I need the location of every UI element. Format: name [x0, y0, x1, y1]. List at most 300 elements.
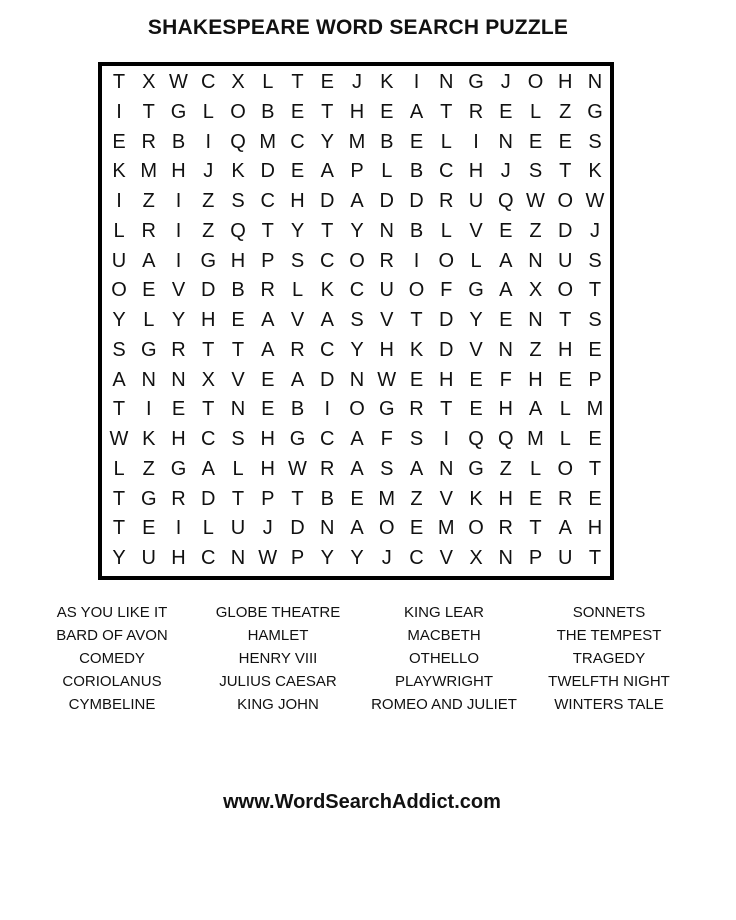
grid-letter[interactable]: R: [558, 487, 573, 510]
grid-letter[interactable]: D: [290, 517, 305, 540]
grid-letter[interactable]: I: [324, 398, 331, 421]
grid-letter[interactable]: A: [558, 517, 572, 540]
grid-letter[interactable]: T: [112, 487, 126, 510]
grid-letter[interactable]: C: [201, 428, 216, 450]
grid-letter[interactable]: Q: [468, 428, 484, 450]
grid-letter[interactable]: E: [409, 130, 424, 153]
grid-letter[interactable]: E: [320, 71, 334, 93]
grid-letter[interactable]: T: [440, 398, 453, 421]
grid-letter[interactable]: D: [260, 160, 275, 183]
grid-letter[interactable]: D: [379, 190, 394, 212]
grid-letter[interactable]: L: [262, 71, 274, 93]
grid-letter[interactable]: N: [141, 368, 156, 391]
grid-letter[interactable]: C: [409, 547, 424, 569]
grid-letter[interactable]: C: [201, 71, 216, 93]
grid-letter[interactable]: E: [528, 487, 543, 510]
grid-letter[interactable]: R: [171, 487, 186, 510]
grid-letter[interactable]: X: [142, 71, 156, 93]
grid-letter[interactable]: B: [320, 487, 334, 510]
grid-letter[interactable]: R: [409, 398, 424, 421]
grid-letter[interactable]: S: [231, 428, 245, 450]
grid-letter[interactable]: K: [588, 160, 602, 183]
grid-letter[interactable]: W: [377, 368, 397, 391]
grid-letter[interactable]: R: [379, 249, 394, 272]
grid-letter[interactable]: Y: [171, 309, 186, 331]
grid-letter[interactable]: A: [112, 368, 126, 391]
grid-letter[interactable]: A: [528, 398, 543, 421]
grid-letter[interactable]: J: [500, 71, 511, 93]
grid-letter[interactable]: E: [558, 130, 572, 153]
grid-letter[interactable]: N: [439, 71, 454, 93]
grid-letter[interactable]: Q: [230, 219, 246, 242]
grid-letter[interactable]: H: [498, 398, 513, 421]
grid-letter[interactable]: T: [142, 100, 155, 123]
grid-letter[interactable]: O: [557, 190, 574, 212]
grid-letter[interactable]: I: [175, 190, 182, 212]
grid-letter[interactable]: C: [439, 160, 454, 183]
grid-letter[interactable]: C: [260, 190, 275, 212]
grid-letter[interactable]: X: [469, 547, 483, 569]
grid-letter[interactable]: K: [409, 338, 424, 361]
grid-letter[interactable]: B: [261, 100, 275, 123]
grid-letter[interactable]: F: [380, 428, 393, 450]
grid-letter[interactable]: H: [349, 100, 365, 123]
grid-letter[interactable]: Z: [142, 190, 155, 212]
grid-letter[interactable]: H: [171, 160, 186, 183]
grid-letter[interactable]: O: [349, 398, 365, 421]
grid-letter[interactable]: T: [588, 547, 602, 569]
grid-letter[interactable]: T: [588, 457, 602, 480]
grid-letter[interactable]: V: [380, 309, 394, 331]
grid-letter[interactable]: Z: [142, 457, 155, 480]
grid-letter[interactable]: E: [469, 368, 483, 391]
grid-letter[interactable]: O: [557, 457, 574, 480]
grid-letter[interactable]: S: [409, 428, 424, 450]
grid-letter[interactable]: A: [499, 279, 513, 302]
grid-letter[interactable]: B: [409, 219, 424, 242]
grid-letter[interactable]: V: [171, 279, 186, 302]
grid-letter[interactable]: L: [440, 219, 452, 242]
grid-letter[interactable]: G: [468, 457, 484, 480]
grid-letter[interactable]: E: [290, 160, 305, 183]
grid-letter[interactable]: N: [379, 219, 394, 242]
grid-letter[interactable]: E: [261, 368, 275, 391]
grid-letter[interactable]: N: [349, 368, 365, 391]
grid-letter[interactable]: I: [473, 130, 479, 153]
grid-letter[interactable]: P: [261, 249, 275, 272]
grid-letter[interactable]: R: [260, 279, 275, 302]
grid-letter[interactable]: N: [587, 71, 603, 93]
grid-row: [102, 246, 610, 276]
grid-letter[interactable]: T: [202, 398, 215, 421]
grid-letter[interactable]: L: [470, 249, 482, 272]
grid-letter[interactable]: O: [468, 517, 484, 540]
grid-letter[interactable]: L: [559, 398, 571, 421]
grid-letter[interactable]: D: [320, 368, 335, 391]
grid-letter[interactable]: T: [440, 100, 453, 123]
grid-letter[interactable]: L: [113, 219, 125, 242]
grid-letter[interactable]: C: [349, 279, 365, 302]
grid-letter[interactable]: A: [350, 190, 364, 212]
grid-letter[interactable]: A: [350, 517, 364, 540]
grid-letter[interactable]: W: [258, 547, 278, 569]
grid-letter[interactable]: N: [498, 547, 513, 569]
grid-letter[interactable]: L: [113, 457, 125, 480]
grid-letter[interactable]: U: [111, 249, 127, 272]
grid-letter[interactable]: I: [205, 130, 212, 153]
grid-letter[interactable]: M: [140, 160, 158, 183]
grid-letter[interactable]: U: [468, 190, 484, 212]
grid-letter[interactable]: T: [291, 71, 304, 93]
grid-letter[interactable]: G: [289, 428, 306, 450]
grid-letter[interactable]: J: [590, 219, 600, 242]
grid-letter[interactable]: Y: [290, 219, 305, 242]
grid-letter[interactable]: J: [500, 160, 511, 183]
word-list-item: PLAYWRIGHT: [394, 673, 494, 690]
grid-letter[interactable]: T: [291, 487, 304, 510]
grid-letter[interactable]: N: [528, 249, 543, 272]
grid-letter[interactable]: B: [290, 398, 305, 421]
grid-letter[interactable]: Y: [350, 219, 364, 242]
grid-letter[interactable]: L: [232, 457, 244, 480]
grid-letter[interactable]: O: [557, 279, 574, 302]
grid-letter[interactable]: U: [141, 547, 156, 569]
grid-letter[interactable]: T: [202, 338, 215, 361]
grid-letter[interactable]: E: [290, 100, 305, 123]
grid-letter[interactable]: I: [175, 219, 182, 242]
grid-letter[interactable]: W: [169, 71, 188, 93]
grid-letter[interactable]: P: [261, 487, 275, 510]
grid-letter[interactable]: S: [290, 249, 305, 272]
grid-letter[interactable]: H: [230, 249, 246, 272]
grid-letter[interactable]: L: [529, 100, 542, 123]
grid-letter[interactable]: T: [321, 219, 334, 242]
grid-letter[interactable]: L: [143, 309, 155, 331]
grid-letter[interactable]: H: [260, 457, 275, 480]
grid-letter[interactable]: A: [350, 457, 364, 480]
grid-letter[interactable]: C: [290, 130, 305, 153]
grid-letter[interactable]: T: [559, 160, 572, 183]
grid-letter[interactable]: H: [379, 338, 394, 361]
grid-letter[interactable]: T: [261, 219, 274, 242]
grid-letter[interactable]: S: [380, 457, 394, 480]
grid-letter[interactable]: Q: [230, 130, 246, 153]
grid-letter[interactable]: T: [112, 398, 126, 421]
grid-letter[interactable]: E: [112, 130, 126, 153]
grid-letter[interactable]: O: [378, 517, 395, 540]
grid-letter[interactable]: R: [141, 219, 156, 242]
grid-row: [102, 216, 610, 246]
grid-letter[interactable]: A: [142, 249, 156, 272]
grid-letter[interactable]: E: [558, 368, 572, 391]
grid-letter[interactable]: G: [468, 71, 484, 93]
grid-letter[interactable]: L: [559, 428, 571, 450]
grid-letter[interactable]: H: [498, 487, 513, 510]
grid-letter[interactable]: H: [171, 428, 186, 450]
grid-letter[interactable]: H: [587, 517, 603, 540]
grid-letter[interactable]: P: [588, 368, 602, 391]
grid-letter[interactable]: D: [409, 190, 424, 212]
grid-letter[interactable]: U: [558, 249, 573, 272]
grid-letter[interactable]: O: [438, 249, 455, 272]
grid-letter[interactable]: B: [231, 279, 245, 302]
grid-letter[interactable]: D: [439, 309, 454, 331]
grid-letter[interactable]: T: [112, 71, 126, 93]
grid-letter[interactable]: A: [350, 428, 364, 450]
grid-letter[interactable]: R: [468, 100, 484, 123]
grid-letter[interactable]: S: [231, 190, 245, 212]
grid-letter[interactable]: Y: [350, 338, 364, 361]
grid-letter[interactable]: I: [413, 249, 420, 272]
grid-letter[interactable]: N: [230, 398, 246, 421]
grid-letter[interactable]: D: [201, 279, 216, 302]
grid-letter[interactable]: D: [558, 219, 573, 242]
grid-letter[interactable]: Q: [497, 428, 514, 450]
grid-letter[interactable]: V: [469, 338, 483, 361]
grid-letter[interactable]: O: [527, 71, 544, 93]
grid-letter[interactable]: Y: [320, 547, 334, 569]
grid-letter[interactable]: E: [380, 100, 394, 123]
grid-letter[interactable]: G: [140, 338, 157, 361]
grid-letter[interactable]: L: [202, 100, 214, 123]
grid-letter[interactable]: G: [587, 100, 603, 123]
grid-letter[interactable]: K: [231, 160, 245, 183]
grid-letter[interactable]: Z: [202, 219, 215, 242]
grid-letter[interactable]: D: [201, 487, 216, 510]
grid-letter[interactable]: Z: [499, 457, 512, 480]
grid-letter[interactable]: N: [528, 309, 543, 331]
grid-letter[interactable]: A: [499, 249, 513, 272]
grid-letter[interactable]: E: [588, 428, 602, 450]
grid-letter[interactable]: H: [290, 190, 305, 212]
grid-letter[interactable]: K: [469, 487, 483, 510]
grid-letter[interactable]: E: [142, 279, 156, 302]
grid-letter[interactable]: S: [528, 160, 543, 183]
grid-letter[interactable]: T: [588, 279, 602, 302]
grid-letter[interactable]: C: [320, 338, 335, 361]
grid-letter[interactable]: A: [320, 309, 334, 331]
grid-letter[interactable]: Y: [320, 130, 334, 153]
grid-letter[interactable]: A: [290, 368, 305, 391]
grid-letter[interactable]: M: [586, 398, 604, 421]
grid-letter[interactable]: L: [381, 160, 393, 183]
grid-letter[interactable]: E: [231, 309, 245, 331]
grid-letter[interactable]: T: [231, 338, 245, 361]
grid-letter[interactable]: T: [410, 309, 423, 331]
grid-letter[interactable]: L: [529, 457, 542, 480]
grid-letter[interactable]: R: [498, 517, 513, 540]
grid-letter[interactable]: A: [409, 100, 424, 123]
grid-letter[interactable]: K: [320, 279, 334, 302]
grid-letter[interactable]: W: [109, 428, 129, 450]
grid-letter[interactable]: R: [171, 338, 186, 361]
grid-letter[interactable]: H: [260, 428, 275, 450]
grid-letter[interactable]: N: [320, 517, 335, 540]
grid-letter[interactable]: A: [261, 338, 275, 361]
grid-letter[interactable]: S: [588, 249, 602, 272]
grid-letter[interactable]: I: [175, 517, 182, 540]
grid-letter[interactable]: E: [588, 487, 602, 510]
grid-letter[interactable]: M: [527, 428, 544, 450]
grid-letter[interactable]: R: [439, 190, 454, 212]
grid-letter[interactable]: E: [528, 130, 543, 153]
grid-letter[interactable]: N: [439, 457, 454, 480]
grid-letter[interactable]: C: [201, 547, 216, 569]
grid-letter[interactable]: B: [171, 130, 186, 153]
grid-letter[interactable]: V: [469, 219, 483, 242]
grid-letter[interactable]: H: [558, 338, 573, 361]
grid-letter[interactable]: N: [498, 130, 513, 153]
grid-letter[interactable]: Q: [497, 190, 514, 212]
grid-letter[interactable]: G: [378, 398, 395, 421]
grid-letter[interactable]: Z: [559, 100, 572, 123]
grid-letter[interactable]: H: [439, 368, 454, 391]
grid-letter[interactable]: S: [588, 130, 602, 153]
grid-letter[interactable]: S: [112, 338, 126, 361]
grid-letter[interactable]: L: [291, 279, 304, 302]
grid-letter[interactable]: E: [469, 398, 483, 421]
grid-letter[interactable]: A: [320, 160, 334, 183]
grid-letter[interactable]: N: [230, 547, 246, 569]
grid-letter[interactable]: I: [116, 190, 122, 212]
grid-letter[interactable]: W: [526, 190, 545, 212]
grid-row: [102, 513, 610, 543]
grid-letter[interactable]: H: [468, 160, 484, 183]
word-list-item: OTHELLO: [408, 650, 480, 667]
grid-letter[interactable]: Z: [529, 338, 542, 361]
grid-letter[interactable]: Y: [350, 547, 364, 569]
grid-letter[interactable]: I: [116, 100, 122, 123]
word-list-item: COMEDY: [79, 650, 145, 667]
grid-letter[interactable]: Y: [112, 547, 126, 569]
grid-letter[interactable]: H: [171, 547, 186, 569]
grid-letter[interactable]: N: [498, 338, 513, 361]
grid-letter[interactable]: K: [142, 428, 156, 450]
grid-letter[interactable]: J: [352, 71, 362, 93]
grid-letter[interactable]: O: [408, 279, 425, 302]
grid-letter[interactable]: E: [499, 309, 513, 331]
grid-letter[interactable]: R: [320, 457, 335, 480]
grid-letter[interactable]: G: [170, 100, 187, 123]
grid-letter[interactable]: A: [261, 309, 275, 331]
grid-letter[interactable]: E: [588, 338, 602, 361]
grid-letter[interactable]: L: [440, 130, 452, 153]
grid-letter[interactable]: C: [320, 249, 335, 272]
grid-letter[interactable]: D: [320, 190, 335, 212]
grid-letter[interactable]: I: [175, 249, 182, 272]
grid-letter[interactable]: R: [141, 130, 156, 153]
grid-letter[interactable]: I: [145, 398, 152, 421]
grid-letter[interactable]: P: [290, 547, 305, 569]
grid-letter[interactable]: S: [350, 309, 364, 331]
word-list-item: KING JOHN: [237, 696, 319, 713]
grid-letter[interactable]: T: [559, 309, 572, 331]
grid-letter[interactable]: J: [262, 517, 273, 540]
grid-letter[interactable]: K: [380, 71, 394, 93]
grid-letter[interactable]: E: [409, 368, 424, 391]
grid-letter[interactable]: E: [142, 517, 156, 540]
grid-letter[interactable]: B: [409, 160, 424, 183]
grid-letter[interactable]: M: [378, 487, 396, 510]
grid-letter[interactable]: T: [231, 487, 245, 510]
grid-letter[interactable]: M: [259, 130, 277, 153]
grid-letter[interactable]: C: [320, 428, 335, 450]
grid-letter[interactable]: T: [112, 517, 126, 540]
grid-letter[interactable]: N: [171, 368, 186, 391]
grid-letter[interactable]: Z: [529, 219, 542, 242]
word-list-item: GLOBE THEATRE: [215, 604, 341, 621]
grid-letter[interactable]: W: [288, 457, 307, 480]
grid-letter[interactable]: E: [499, 219, 513, 242]
grid-letter[interactable]: G: [468, 279, 484, 302]
grid-letter[interactable]: K: [112, 160, 126, 183]
grid-letter[interactable]: X: [231, 71, 245, 93]
grid-letter[interactable]: E: [499, 100, 513, 123]
grid-letter[interactable]: U: [230, 517, 246, 540]
grid-letter[interactable]: X: [201, 368, 215, 391]
grid-letter[interactable]: F: [440, 279, 453, 302]
grid-letter[interactable]: V: [290, 309, 305, 331]
grid-letter[interactable]: G: [170, 457, 187, 480]
grid-letter[interactable]: Y: [469, 309, 483, 331]
grid-row: [102, 275, 610, 305]
grid-letter[interactable]: I: [443, 428, 450, 450]
grid-letter[interactable]: O: [230, 100, 246, 123]
grid-letter[interactable]: X: [528, 279, 543, 302]
grid-letter[interactable]: H: [201, 309, 216, 331]
grid-letter[interactable]: G: [200, 249, 217, 272]
grid-letter[interactable]: Y: [112, 309, 126, 331]
grid-letter[interactable]: V: [439, 547, 453, 569]
grid-letter[interactable]: A: [409, 457, 424, 480]
grid-letter[interactable]: R: [290, 338, 305, 361]
grid-letter[interactable]: P: [350, 160, 364, 183]
grid-letter[interactable]: U: [379, 279, 394, 302]
grid-letter[interactable]: E: [350, 487, 364, 510]
grid-letter[interactable]: O: [349, 249, 365, 272]
grid-letter[interactable]: Z: [410, 487, 423, 510]
grid-letter[interactable]: D: [439, 338, 454, 361]
grid-letter[interactable]: E: [409, 517, 424, 540]
grid-letter[interactable]: T: [529, 517, 542, 540]
grid-letter[interactable]: T: [321, 100, 334, 123]
grid-letter[interactable]: M: [348, 130, 366, 153]
grid-letter[interactable]: P: [528, 547, 543, 569]
grid-letter[interactable]: L: [202, 517, 214, 540]
grid-letter[interactable]: M: [437, 517, 455, 540]
grid-letter[interactable]: G: [140, 487, 157, 510]
grid-letter[interactable]: E: [261, 398, 275, 421]
grid-letter[interactable]: J: [381, 547, 392, 569]
grid-letter[interactable]: V: [231, 368, 245, 391]
grid-letter[interactable]: I: [413, 71, 420, 93]
grid-row: [102, 424, 610, 454]
grid-letter[interactable]: E: [171, 398, 186, 421]
grid-row: [102, 454, 610, 484]
grid-letter[interactable]: V: [439, 487, 453, 510]
grid-letter[interactable]: J: [203, 160, 214, 183]
grid-letter[interactable]: B: [380, 130, 394, 153]
grid-letter[interactable]: Z: [202, 190, 215, 212]
grid-letter[interactable]: H: [558, 71, 573, 93]
grid-letter[interactable]: U: [558, 547, 573, 569]
grid-letter[interactable]: A: [201, 457, 215, 480]
grid-letter[interactable]: W: [585, 190, 605, 212]
grid-letter[interactable]: F: [499, 368, 512, 391]
grid-letter[interactable]: H: [528, 368, 543, 391]
grid-letter[interactable]: S: [588, 309, 602, 331]
grid-letter[interactable]: O: [111, 279, 127, 302]
